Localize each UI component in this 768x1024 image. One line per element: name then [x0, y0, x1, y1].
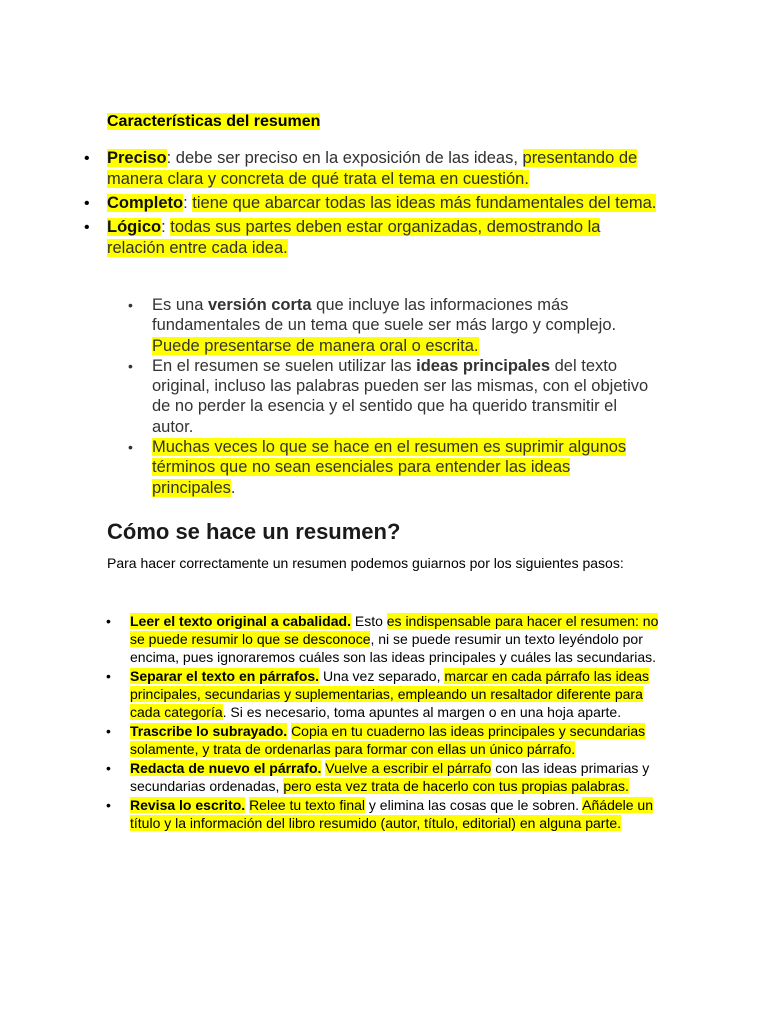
- step-text: Esto: [350, 613, 387, 629]
- step-term: Redacta de nuevo el párrafo.: [130, 760, 322, 776]
- step-highlight: es indispensable para hacer el resumen: no se puede resumir lo que se desconoce: [130, 613, 659, 647]
- item-highlight: Puede presentarse de manera oral o escrita.: [152, 336, 479, 355]
- list-item: [0, 612, 662, 666]
- step-text: Una vez separado,: [319, 668, 445, 684]
- list-item: [0, 437, 650, 498]
- step-text: con las ideas primarias y secundarias ordenadas,: [130, 760, 650, 794]
- item-text: En el resumen se suelen utilizar las: [152, 356, 417, 375]
- item-term: Completo: [107, 194, 184, 212]
- bullet-icon: •: [106, 668, 111, 684]
- item-bold: versión corta: [207, 296, 312, 314]
- item-highlight: tiene que abarcar todas las ideas más fundamentales del tema.: [192, 194, 657, 212]
- section-title-caracteristicas: [107, 112, 320, 132]
- step-text: , ni se puede resumir un texto leyéndolo por encima, pues ignoraremos cuáles son las ideas principales y cuáles las secundarias.: [130, 631, 657, 665]
- list-item: [0, 796, 662, 832]
- step-highlight: Vuelve a escribir el párrafo: [325, 760, 492, 776]
- step-highlight: pero esta vez trata de hacerlo con tus propias palabras.: [283, 778, 629, 794]
- characteristics-list: [0, 148, 660, 262]
- list-item: [0, 759, 662, 795]
- bullet-icon: •: [106, 723, 111, 739]
- bullet-icon: •: [128, 439, 133, 456]
- item-text: : debe ser preciso en la exposición de las ideas,: [166, 149, 523, 167]
- intro-paragraph: Para hacer correctamente un resumen podemos guiarnos por los siguientes pasos:: [107, 555, 624, 571]
- item-highlight: presentando de manera clara y concreta de qué trata el tema en cuestión.: [107, 149, 638, 188]
- list-item: [0, 217, 660, 259]
- step-highlight: Copia en tu cuaderno las ideas principales y secundarias solamente, y trata de ordenarlas para formar con ellas un único párrafo.: [130, 723, 646, 757]
- list-item: [0, 148, 660, 190]
- step-highlight: Añádele un título y la información del libro resumido (autor, título, editorial) en alguna parte.: [130, 797, 653, 831]
- item-bold: ideas principales: [416, 356, 551, 375]
- bullet-icon: •: [84, 219, 90, 236]
- item-text: :: [183, 194, 193, 212]
- item-text: del texto original, incluso las palabras pueden ser las mismas, con el objetivo de no perder la esencia y el sentido que ha querido transmitir el autor.: [152, 356, 649, 436]
- step-highlight: Relee tu texto final: [249, 797, 366, 813]
- summary-notes-list: [0, 295, 650, 498]
- list-item: [0, 295, 650, 356]
- list-item: [0, 193, 660, 214]
- item-text: que incluye las informaciones más fundamentales de un tema que suele ser más largo y complejo.: [152, 296, 617, 335]
- list-item: [0, 667, 662, 721]
- item-highlight: Muchas veces lo que se hace en el resumen es suprimir algunos términos que no sean esenciales para entender las ideas principales: [152, 438, 627, 497]
- steps-list: [0, 612, 662, 833]
- bullet-icon: •: [106, 760, 111, 776]
- step-term: Separar el texto en párrafos.: [130, 668, 320, 684]
- bullet-icon: •: [84, 195, 90, 212]
- bullet-icon: •: [128, 357, 133, 374]
- step-highlight: marcar en cada párrafo las ideas principales, secundarias y suplementarias, empleando un resaltador diferente para cada categoría: [130, 668, 650, 720]
- step-term: Revisa lo escrito.: [130, 797, 246, 813]
- item-text: :: [161, 218, 171, 236]
- item-text: Es una: [152, 296, 208, 314]
- item-highlight: todas sus partes deben estar organizadas, demostrando la relación entre cada idea.: [107, 218, 601, 257]
- list-item: [0, 722, 662, 758]
- item-term: Lógico: [107, 218, 162, 236]
- step-term: Leer el texto original a cabalidad.: [130, 613, 351, 629]
- list-item: [0, 356, 650, 437]
- step-text: y elimina las cosas que le sobren.: [365, 797, 583, 813]
- item-term: Preciso: [107, 149, 167, 167]
- bullet-icon: •: [128, 297, 133, 313]
- bullet-icon: •: [106, 797, 111, 813]
- section-heading-como-se-hace: Cómo se hace un resumen?: [107, 519, 401, 544]
- bullet-icon: •: [106, 613, 111, 629]
- section-title-text: Características del resumen: [107, 113, 321, 130]
- step-text: . Si es necesario, toma apuntes al margen o en una hoja aparte.: [222, 704, 622, 720]
- item-text: .: [230, 478, 236, 497]
- bullet-icon: •: [84, 150, 90, 167]
- step-term: Trascribe lo subrayado.: [130, 723, 288, 739]
